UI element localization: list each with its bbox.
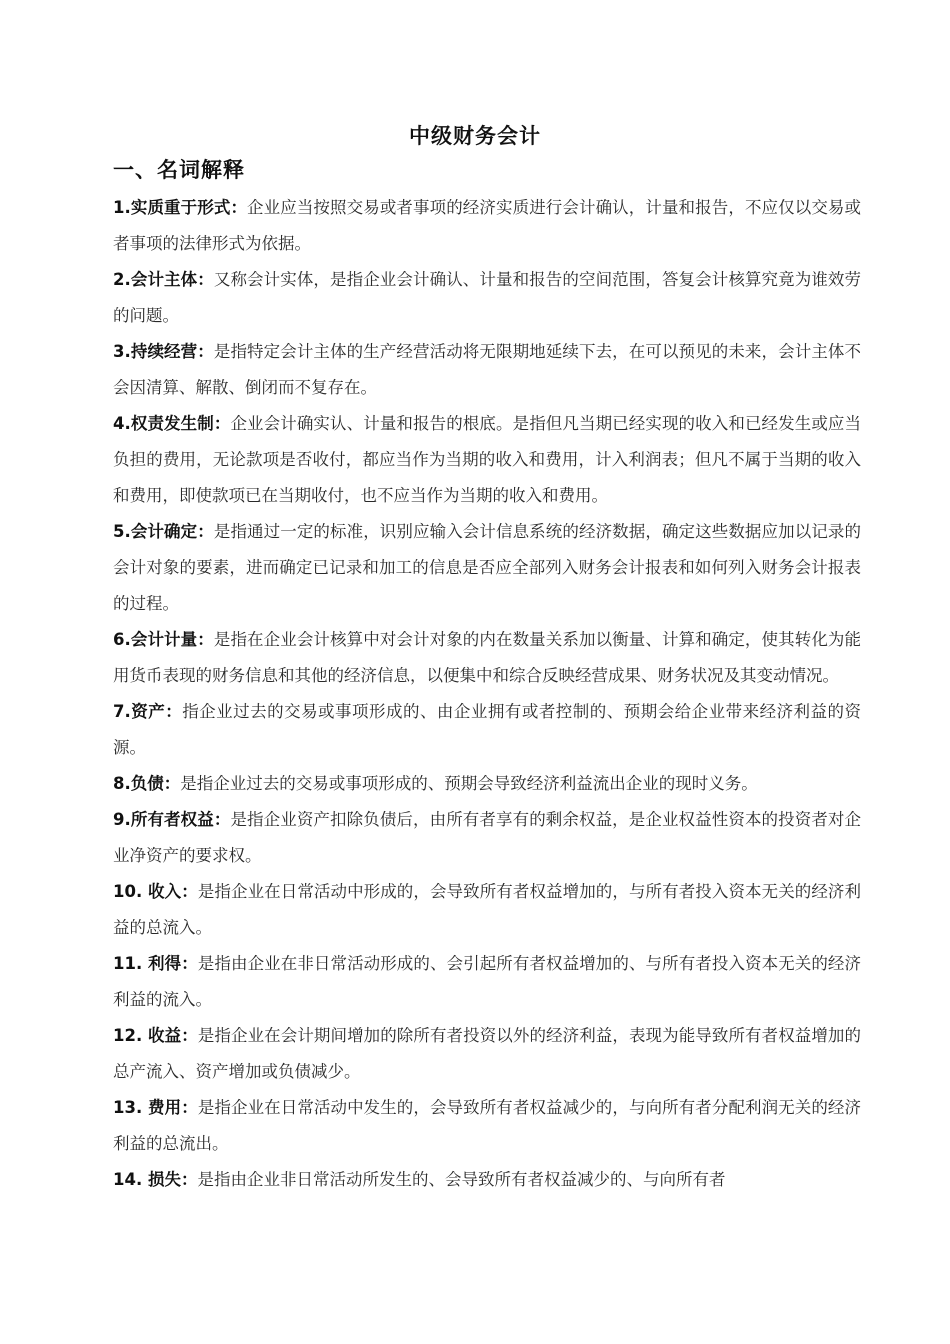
definition-entry: 3.持续经营：是指特定会计主体的生产经营活动将无限期地延续下去，在可以预见的未来，会计主体不会因清算、解散、倒闭而不复存在。: [113, 342, 862, 397]
document-title: 中级财务会计: [409, 124, 541, 148]
section-heading: 一、名词解释: [113, 158, 245, 182]
entry-text: 是指特定会计主体的生产经营活动将无限期地延续下去，在可以预见的未来，会计主体不会因清算、解散、倒闭而不复存在。: [113, 342, 862, 397]
entry-term: 1.实质重于形式: [113, 198, 231, 217]
entry-term: 11. 利得: [113, 954, 182, 973]
entry-term: 14. 损失: [113, 1170, 181, 1189]
definition-entry: 2.会计主体：又称会计实体，是指企业会计确认、计量和报告的空间范围，答复会计核算究竟为谁效劳的问题。: [113, 270, 862, 325]
definition-entry: 14. 损失：是指由企业非日常活动所发生的、会导致所有者权益减少的、与向所有者: [113, 1170, 726, 1189]
definition-entry: 9.所有者权益：是指企业资产扣除负债后，由所有者享有的剩余权益，是企业权益性资本的投资者对企业净资产的要求权。: [113, 810, 862, 865]
definition-entry: 12. 收益：是指企业在会计期间增加的除所有者投资以外的经济利益，表现为能导致所有者权益增加的总产流入、资产增加或负债减少。: [113, 1026, 862, 1081]
definition-entry: 8.负债：是指企业过去的交易或事项形成的、预期会导致经济利益流出企业的现时义务。: [113, 774, 758, 793]
definition-entry: 13. 费用：是指企业在日常活动中发生的，会导致所有者权益减少的，与向所有者分配利润无关的经济利益的总流出。: [113, 1098, 862, 1153]
entry-term: 4.权责发生制: [113, 414, 214, 433]
entry-term: 8.负债: [113, 774, 164, 793]
definition-entry: 11. 利得：是指由企业在非日常活动形成的、会引起所有者权益增加的、与所有者投入资本无关的经济利益的流入。: [113, 954, 862, 1009]
entry-text: 又称会计实体，是指企业会计确认、计量和报告的空间范围，答复会计核算究竟为谁效劳的问题。: [113, 270, 862, 325]
entry-text: 企业应当按照交易或者事项的经济实质进行会计确认，计量和报告，不应仅以交易或者事项的法律形式为依据。: [113, 198, 862, 253]
entry-text: 是指企业在日常活动中发生的，会导致所有者权益减少的，与向所有者分配利润无关的经济利益的总流出。: [113, 1098, 862, 1153]
entry-text: 是指企业过去的交易或事项形成的、预期会导致经济利益流出企业的现时义务。: [180, 774, 758, 793]
entry-term: 13. 费用: [113, 1098, 182, 1117]
definition-entry: 10. 收入：是指企业在日常活动中形成的，会导致所有者权益增加的，与所有者投入资本无关的经济利益的总流入。: [113, 882, 862, 937]
entry-term: 10. 收入: [113, 882, 182, 901]
entry-term: 7.资产: [113, 702, 166, 721]
entry-term: 6.会计计量: [113, 630, 198, 649]
entry-text: 是指在企业会计核算中对会计对象的内在数量关系加以衡量、计算和确定，使其转化为能用货币表现的财务信息和其他的经济信息，以便集中和综合反映经营成果、财务状况及其变动情况。: [113, 630, 862, 685]
definition-entry: 5.会计确定：是指通过一定的标准，识别应输入会计信息系统的经济数据，确定这些数据应加以记录的会计对象的要素，进而确定已记录和加工的信息是否应全部列入财务会计报表和如何列入财务会计报表的过程。: [113, 522, 862, 613]
entry-text: 是指通过一定的标准，识别应输入会计信息系统的经济数据，确定这些数据应加以记录的会计对象的要素，进而确定已记录和加工的信息是否应全部列入财务会计报表和如何列入财务会计报表的过程。: [113, 522, 862, 613]
entry-term: 12. 收益: [113, 1026, 182, 1045]
entry-text: 是指由企业在非日常活动形成的、会引起所有者权益增加的、与所有者投入资本无关的经济利益的流入。: [113, 954, 862, 1009]
definition-list: [113, 190, 861, 1198]
entry-text: 是指企业资产扣除负债后，由所有者享有的剩余权益，是企业权益性资本的投资者对企业净资产的要求权。: [113, 810, 862, 865]
definition-entry: 1.实质重于形式：企业应当按照交易或者事项的经济实质进行会计确认，计量和报告，不应仅以交易或者事项的法律形式为依据。: [113, 198, 862, 253]
entry-term: 5.会计确定: [113, 522, 198, 541]
definition-entry: 6.会计计量：是指在企业会计核算中对会计对象的内在数量关系加以衡量、计算和确定，使其转化为能用货币表现的财务信息和其他的经济信息，以便集中和综合反映经营成果、财务状况及其变动情况。: [113, 630, 862, 685]
entry-text: 是指由企业非日常活动所发生的、会导致所有者权益减少的、与向所有者: [197, 1170, 726, 1189]
entry-text: 指企业过去的交易或事项形成的、由企业拥有或者控制的、预期会给企业带来经济利益的资源。: [113, 702, 862, 757]
definition-entry: 7.资产：指企业过去的交易或事项形成的、由企业拥有或者控制的、预期会给企业带来经济利益的资源。: [113, 702, 862, 757]
entry-text: 是指企业在日常活动中形成的，会导致所有者权益增加的，与所有者投入资本无关的经济利益的总流入。: [113, 882, 862, 937]
entry-text: 企业会计确实认、计量和报告的根底。是指但凡当期已经实现的收入和已经发生或应当负担的费用，无论款项是否收付，都应当作为当期的收入和费用，计入利润表；但凡不属于当期的收入和费用，即使款项已在当期收付，也不应当作为当期的收入和费用。: [113, 414, 862, 505]
entry-text: 是指企业在会计期间增加的除所有者投资以外的经济利益，表现为能导致所有者权益增加的总产流入、资产增加或负债减少。: [113, 1026, 862, 1081]
entry-term: 2.会计主体: [113, 270, 198, 289]
definition-entry: 4.权责发生制：企业会计确实认、计量和报告的根底。是指但凡当期已经实现的收入和已经发生或应当负担的费用，无论款项是否收付，都应当作为当期的收入和费用，计入利润表；但凡不属于当期的收入和费用，即使款项已在当期收付，也不应当作为当期的收入和费用。: [113, 414, 862, 505]
entry-term: 9.所有者权益: [113, 810, 214, 829]
entry-term: 3.持续经营: [113, 342, 198, 361]
